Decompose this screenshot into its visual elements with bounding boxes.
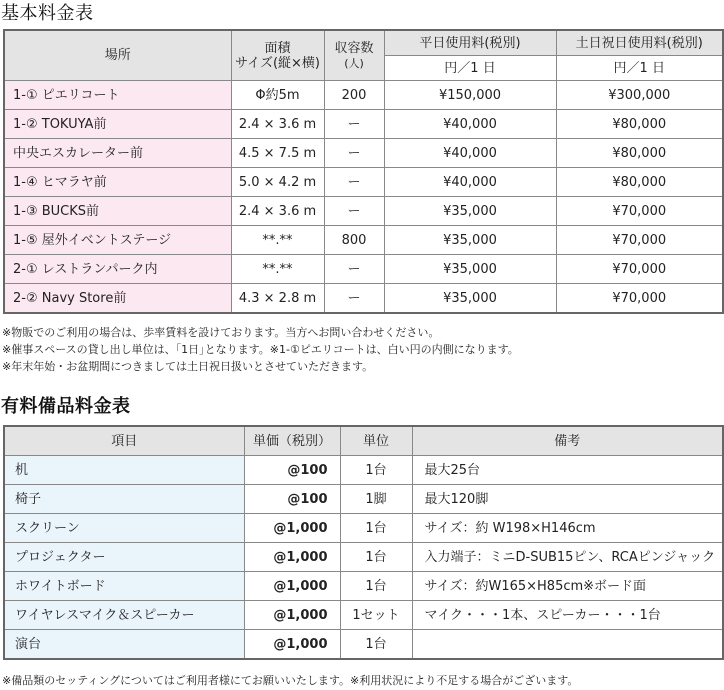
place-capacity: 200 [324,81,384,110]
equipment-price: @100 [244,456,340,485]
table-row [4,572,723,601]
equipment-note: マイク・・・1本、スピーカー・・・1台 [412,601,723,630]
equipment-fee-table [3,425,724,660]
table-row [4,514,723,543]
equipment-name: プロジェクター [4,543,244,572]
equipment-price: @1,000 [244,630,340,660]
header-capacity-line1: 収容数 [334,40,374,56]
equipment-price: @1,000 [244,543,340,572]
weekday-fee: ¥35,000 [384,226,556,255]
place-name: 1-① ピエリコート [4,81,231,110]
table-row [4,226,723,255]
place-size: 4.3 × 2.8 m [231,284,324,314]
weekday-fee: ¥35,000 [384,255,556,284]
holiday-fee: ¥70,000 [556,284,723,314]
place-size: 5.0 × 4.2 m [231,168,324,197]
place-capacity: ー [324,110,384,139]
holiday-fee: ¥300,000 [556,81,723,110]
place-capacity: ー [324,168,384,197]
equipment-unit: 1セット [340,601,412,630]
table-row [4,168,723,197]
table-row [4,543,723,572]
equipment-unit: 1台 [340,514,412,543]
equipment-unit: 1台 [340,456,412,485]
equipment-name: ワイヤレスマイク＆スピーカー [4,601,244,630]
table-row [4,139,723,168]
place-name: 2-① レストランパーク内 [4,255,231,284]
place-capacity: ー [324,197,384,226]
table-row [4,630,723,660]
weekday-fee: ¥150,000 [384,81,556,110]
equipment-name: スクリーン [4,514,244,543]
weekday-fee: ¥40,000 [384,110,556,139]
header-weekday: 平日使用料(税別) [384,30,556,56]
equipment-name: 机 [4,456,244,485]
header-item: 項目 [4,426,244,456]
equipment-unit: 1台 [340,630,412,660]
basic-fee-table [3,29,724,314]
place-name: 1-⑤ 屋外イベントステージ [4,226,231,255]
header-area [231,30,324,81]
equipment-price: @1,000 [244,514,340,543]
holiday-fee: ¥70,000 [556,197,723,226]
header-price: 単価（税別） [244,426,340,456]
equipment-note: 入力端子：ミニD-SUB15ピン、RCAピンジャック [412,543,723,572]
note-line: ※物販でのご利用の場合は、歩率賃料を設けております。当方へお問い合わせください。 [2,326,440,339]
weekday-fee: ¥40,000 [384,168,556,197]
basic-fee-title: 基本料金表 [1,3,94,24]
table-row [4,601,723,630]
table-row [4,456,723,485]
place-capacity: 800 [324,226,384,255]
holiday-fee: ¥80,000 [556,168,723,197]
place-name: 1-③ BUCKS前 [4,197,231,226]
table-row [4,81,723,110]
equipment-unit: 1台 [340,572,412,601]
place-name: 1-② TOKUYA前 [4,110,231,139]
equipment-price: @1,000 [244,572,340,601]
equipment-note: 最大120脚 [412,485,723,514]
header-capacity [324,30,384,81]
weekday-fee: ¥35,000 [384,197,556,226]
holiday-fee: ¥80,000 [556,110,723,139]
note-line: ※年末年始・お盆期間につきましては土日祝日扱いとさせていただきます。 [2,360,374,373]
place-size: **.** [231,255,324,284]
place-capacity: ー [324,284,384,314]
table-row [4,255,723,284]
header-holiday: 土日祝日使用料(税別) [556,30,723,56]
header-capacity-line2: (人) [344,56,364,70]
header-unit: 単位 [340,426,412,456]
equipment-note [412,630,723,660]
header-weekday-unit: 円／1 日 [384,56,556,81]
place-size: 2.4 × 3.6 m [231,197,324,226]
place-size: Φ約5m [231,81,324,110]
table-row [4,110,723,139]
place-name: 1-④ ヒマラヤ前 [4,168,231,197]
equipment-notes [2,672,578,689]
equipment-note: サイズ：約 W198×H146cm [412,514,723,543]
place-size: 2.4 × 3.6 m [231,110,324,139]
table-row [4,197,723,226]
weekday-fee: ¥35,000 [384,284,556,314]
equipment-price: @100 [244,485,340,514]
place-size: 4.5 × 7.5 m [231,139,324,168]
place-capacity: ー [324,139,384,168]
equipment-name: 演台 [4,630,244,660]
equipment-note: 最大25台 [412,456,723,485]
equipment-fee-title: 有料備品料金表 [1,396,131,417]
equipment-price: @1,000 [244,601,340,630]
equipment-name: 椅子 [4,485,244,514]
weekday-fee: ¥40,000 [384,139,556,168]
holiday-fee: ¥70,000 [556,255,723,284]
header-area-line2: サイズ(縦×横) [235,55,320,71]
note-line: ※備品類のセッティングについてはご利用者様にてお願いいたします。※利用状況により不足する場合がございます。 [2,674,579,687]
equipment-unit: 1脚 [340,485,412,514]
equipment-note: サイズ：約W165×H85cm※ボード面 [412,572,723,601]
place-size: **.** [231,226,324,255]
header-place: 場所 [4,30,231,81]
place-name: 中央エスカレーター前 [4,139,231,168]
header-note: 備考 [412,426,723,456]
holiday-fee: ¥70,000 [556,226,723,255]
equipment-unit: 1台 [340,543,412,572]
basic-fee-notes [2,324,519,375]
place-capacity: ー [324,255,384,284]
equipment-name: ホワイトボード [4,572,244,601]
place-name: 2-② Navy Store前 [4,284,231,314]
header-area-line1: 面積 [264,40,291,56]
table-row [4,284,723,314]
header-holiday-unit: 円／1 日 [556,56,723,81]
table-row [4,485,723,514]
holiday-fee: ¥80,000 [556,139,723,168]
note-line: ※催事スペースの貸し出し単位は、｢1日｣となります。※1-①ピエリコートは、白い円の内側になります。 [2,343,519,356]
